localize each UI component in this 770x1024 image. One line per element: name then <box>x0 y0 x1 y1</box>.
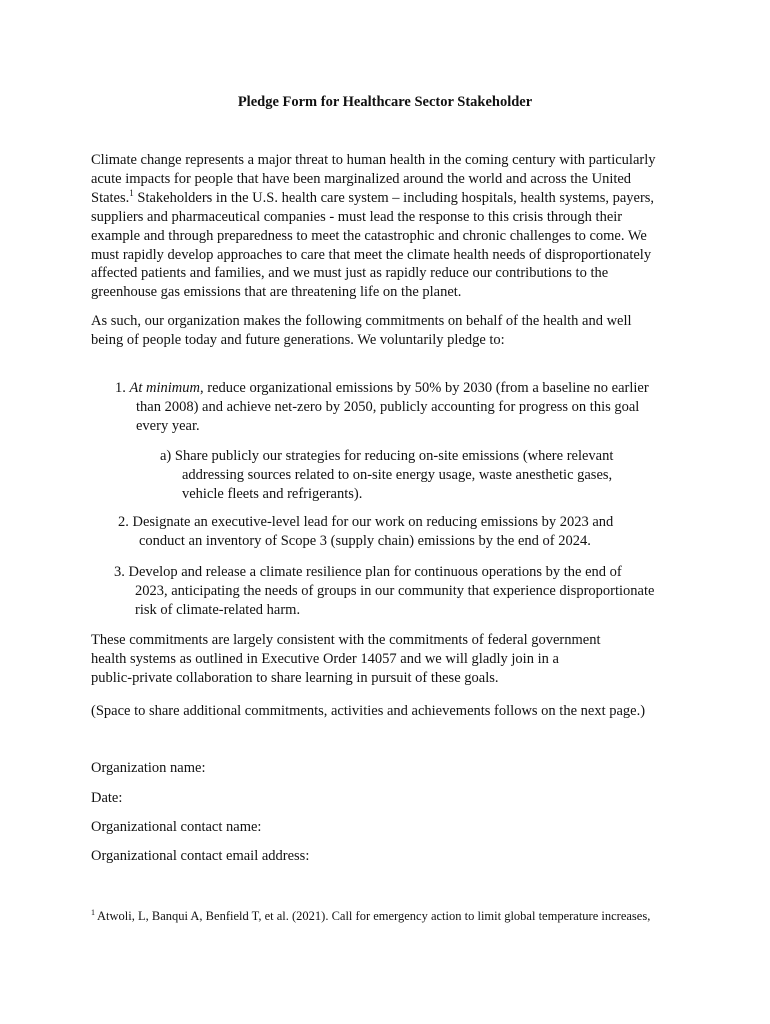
commitment-item-2 <box>118 513 613 551</box>
date-label: Date: <box>91 790 123 806</box>
consistency-paragraph <box>91 631 691 688</box>
commitment-line: every year. <box>136 418 200 434</box>
commitment-line: conduct an inventory of Scope 3 (supply chain) emissions by the end of 2024. <box>139 533 591 549</box>
commitment-text: Develop and release a climate resilience plan for continuous operations by the end of <box>128 564 622 580</box>
consistency-line: health systems as outlined in Executive Order 14057 and we will gladly join in a <box>91 650 559 667</box>
commitment-item-1 <box>115 379 649 436</box>
commitment-emphasis: At minimum <box>129 380 200 396</box>
subitem-line: addressing sources related to on-site energy usage, waste anesthetic gases, <box>182 467 613 483</box>
intro-line-text: States. <box>91 189 130 206</box>
contact-email-label: Organizational contact email address: <box>91 848 310 864</box>
intro-line: suppliers and pharmaceutical companies - must lead the response to this crisis through their <box>91 208 623 225</box>
intro-line: acute impacts for people that have been marginalized around the world and across the United <box>91 170 632 187</box>
commitment-line: risk of climate-related harm. <box>135 602 301 618</box>
intro-line: must rapidly develop approaches to care that meet the climate health needs of disproportionately <box>91 246 652 263</box>
contact-name-label: Organizational contact name: <box>91 819 262 835</box>
intro-paragraph <box>91 151 691 302</box>
commitment-text: , reduce organizational emissions by 50% by 2030 (from a baseline no earlier <box>199 380 649 396</box>
footnote-marker: 1 <box>91 908 95 917</box>
pledge-intro-line: As such, our organization makes the following commitments on behalf of the health and well <box>91 313 632 329</box>
footnote <box>91 908 650 924</box>
pledge-intro-line: being of people today and future generations. We voluntarily pledge to: <box>91 331 505 348</box>
commitment-subitem-a <box>160 447 613 504</box>
commitment-line: 2023, anticipating the needs of groups in our community that experience disproportionate <box>135 583 655 599</box>
commitment-item-3 <box>114 563 654 620</box>
subitem-line <box>160 447 613 466</box>
commitment-line <box>115 379 649 398</box>
consistency-line: These commitments are largely consistent with the commitments of federal government <box>91 632 601 648</box>
commitment-number: 1. <box>115 380 126 396</box>
footnote-reference: 1 <box>129 187 134 198</box>
intro-line: Climate change represents a major threat to human health in the coming century with particularly <box>91 152 656 168</box>
space-note <box>91 702 691 721</box>
commitment-line <box>114 563 654 582</box>
commitment-text: Designate an executive-level lead for our work on reducing emissions by 2023 and <box>132 514 614 530</box>
subitem-line: vehicle fleets and refrigerants). <box>182 486 363 502</box>
intro-line: affected patients and families, and we must just as rapidly reduce our contributions to the <box>91 265 609 282</box>
footnote-text: Atwoli, L, Banqui A, Benfield T, et al. (2021). Call for emergency action to limit global temperature increases, <box>97 909 651 923</box>
intro-line: example and through preparedness to meet the catastrophic and chronic challenges to come. We <box>91 227 647 244</box>
commitment-line: than 2008) and achieve net-zero by 2050, publicly accounting for progress on this goal <box>136 399 640 415</box>
space-note-text: (Space to share additional commitments, activities and achievements follows on the next page.) <box>91 703 646 719</box>
commitment-number: 3. <box>114 564 125 580</box>
subitem-letter: a) <box>160 448 172 464</box>
commitment-line <box>118 513 613 532</box>
subitem-text: Share publicly our strategies for reducing on-site emissions (where relevant <box>174 448 614 464</box>
pledge-intro-paragraph <box>91 312 691 350</box>
page-title: Pledge Form for Healthcare Sector Stakeholder <box>237 94 533 110</box>
intro-line: greenhouse gas emissions that are threatening life on the planet. <box>91 284 462 301</box>
organization-name-label: Organization name: <box>91 760 206 776</box>
intro-line-text: Stakeholders in the U.S. health care system – including hospitals, health systems, payers, <box>133 189 655 206</box>
commitment-number: 2. <box>118 514 129 530</box>
intro-line <box>91 189 691 208</box>
consistency-line: public-private collaboration to share learning in pursuit of these goals. <box>91 669 499 686</box>
